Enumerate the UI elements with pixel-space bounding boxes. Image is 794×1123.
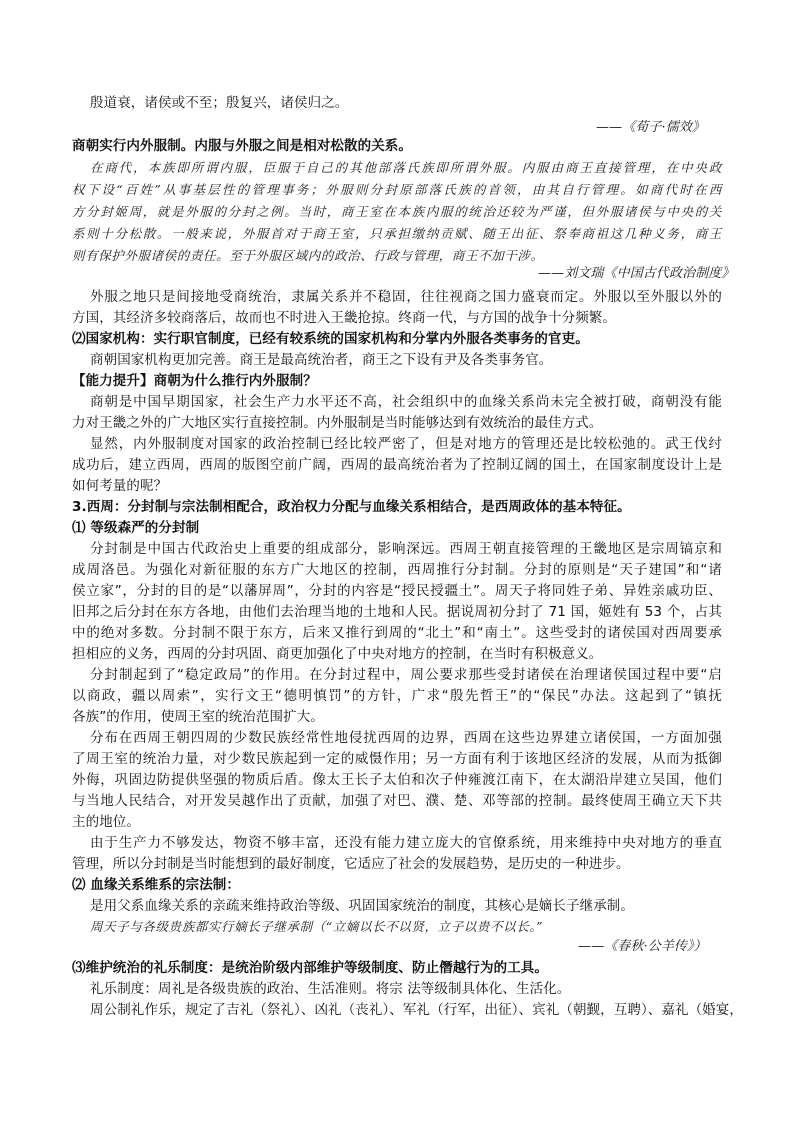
section-heading: 3.西周：分封制与宗法制相配合，政治权力分配与血缘关系相结合，是西周政体的基本特征。 — [72, 499, 631, 515]
excerpt-line: 在商代，本族即所谓内服，臣服于自己的其他部落氏族即所谓外服。内服由商王直接管理，在中央政 — [90, 160, 722, 175]
subsection-heading: ⑶维护统治的礼乐制度：是统治阶级内部维护等级制度、防止僭越行为的工具。 — [72, 960, 548, 976]
excerpt-line: 方分封姬周，就是外服的分封之例。当时，商王室在本族内服的统治还较为严谨，但外服诸侯与中央的关 — [72, 204, 722, 219]
paragraph-line: 成周洛邑。为强化对新征服的东方广大地区的控制，西周推行分封制。分封的原则是“天子建国”和“诸 — [72, 562, 722, 578]
subsection-heading: ⑴ 等级森严的分封制 — [72, 520, 200, 536]
paragraph-line: 外侮，巩固边防提供坚强的物质后盾。像太王长子太伯和次子仲雍渡江南下，在太湖沿岸建立吴国，他们 — [72, 772, 722, 788]
paragraph-line: 显然，内外服制度对国家的政治控制已经比较严密了，但是对地方的管理还是比较松弛的。武王伐纣 — [90, 436, 722, 452]
paragraph-line: 了周王室的统治力量，对少数民族起到一定的威慑作用；另一方面有利于该地区经济的发展，从而为抵御 — [72, 751, 722, 767]
quote-line: 周天子与各级贵族都实行嫡长子继承制（“立嫡以长不以贤，立子以贵不以长。” — [90, 919, 544, 934]
paragraph-line: 分封制起到了“稳定政局”的作用。在分封过程中，周公要求那些受封诸侯在治理诸侯国过程中要“启 — [90, 667, 722, 683]
paragraph-line: 是用父系血缘关系的亲疏来维持政治等级、巩固国家统治的制度，其核心是嫡长子继承制。 — [90, 898, 634, 914]
paragraph-line: 分布在西周王朝四周的少数民族经常性地侵扰西周的边界，西周在这些边界建立诸侯国，一方面加强 — [90, 730, 722, 746]
section-heading: ⑵国家机构：实行职官制度，已经有较系统的国家机构和分掌内外服各类事务的官吏。 — [72, 331, 589, 347]
paragraph-line: 中的绝对多数。分封制不限于东方，后来又推行到周的“北土”和“南土”。这些受封的诸侯国对西周要承 — [72, 625, 722, 641]
paragraph-line: 力对王畿之外的广大地区实行直接控制。内外服制是当时能够达到有效统治的最佳方式。 — [72, 415, 603, 431]
subsection-heading: ⑵ 血缘关系维系的宗法制： — [72, 877, 240, 893]
paragraph-line: 以商政，疆以周索”，实行文王“德明慎罚”的方针，广求“殷先哲王”的“保民”办法。这起到了“镇抚 — [72, 688, 722, 704]
paragraph-line: 商朝实行内外服制。内服与外服之间是相对松散的关系。 — [72, 138, 412, 154]
excerpt-line: 权下设“百姓”从事基层性的管理事务；外服则分封原部落氏族的首领，由其自行管理。如商代时在西 — [72, 182, 722, 197]
ability-heading: 【能力提升】商朝为什么推行内外服制？ — [72, 373, 317, 389]
paragraph-line: 礼乐制度：周礼是各级贵族的政治、生活准则。将宗 法等级制具体化、生活化。 — [90, 981, 571, 997]
excerpt-source: ——刘文瑞《中国古代政治制度》 — [538, 266, 735, 281]
paragraph-line: 侯立家”，分封的目的是“以藩屏周”，分封的内容是“授民授疆土”。周天子将同姓子弟、异姓亲戚功臣、 — [72, 583, 722, 599]
paragraph-line: 方国，其经济多较商落后，故而也不时进入王畿抢掠。终商一代，与方国的战争十分频繁。 — [72, 310, 616, 326]
paragraph-line: 商朝是中国早期国家，社会生产力水平还不高，社会组织中的血缘关系尚未完全被打破，商朝没有能 — [90, 394, 722, 410]
paragraph-line: 旧邦之后分封在东方各地，由他们去治理当地的土地和人民。据说周初分封了 71 国，姬姓有 53 个，占其 — [72, 604, 722, 620]
paragraph-line: 成功后，建立西周，西周的版图空前广阔，西周的最高统治者为了控制辽阔的国土，在国家制度设计上是 — [72, 457, 722, 473]
paragraph-line: 商朝国家机构更加完善。商王是最高统治者，商王之下设有尹及各类事务官。 — [90, 352, 553, 368]
excerpt-line: 则有保护外服诸侯的责任。至于外服区域内的政治、行政与管理，商王不加干涉。 — [72, 248, 544, 263]
quote-source: ——《荀子·儒效》 — [596, 120, 706, 135]
paragraph-line: 各族”的作用，使周王室的统治范围扩大。 — [72, 709, 324, 725]
paragraph-line: 管理，所以分封制是当时能想到的最好制度，它适应了社会的发展趋势，是历史的一种进步。 — [72, 856, 630, 872]
paragraph-line: 周公制礼作乐，规定了吉礼（祭礼）、凶礼（丧礼）、军礼（行军，出征）、宾礼（朝觐，互聘）、嘉礼（婚宴， — [90, 1002, 743, 1018]
paragraph-line: 如何考量的呢？ — [72, 478, 168, 494]
paragraph-line: 与当地人民结合，对开发吴越作出了贡献，加强了对巴、濮、楚、邓等部的控制。最终使周王确立天下共 — [72, 793, 722, 809]
paragraph-line: 分封制是中国古代政治史上重要的组成部分，影响深远。西周王朝直接管理的王畿地区是宗周镐京和 — [90, 541, 722, 557]
paragraph-line: 外服之地只是间接地受商统治，隶属关系并不稳固，往往视商之国力盛衰而定。外服以至外服以外的 — [90, 289, 722, 305]
quote-source: ——《春秋·公羊传》） — [578, 939, 707, 954]
paragraph-line: 主的地位。 — [72, 814, 140, 830]
paragraph-line: 担相应的义务，西周的分封巩固、商更加强化了中央对地方的控制，在当时有积极意义。 — [72, 646, 603, 662]
paragraph-line: 由于生产力不够发达，物资不够丰富，还没有能力建立庞大的官僚系统，用来维持中央对地方的垂直 — [90, 835, 722, 851]
quote-line: 殷道衰，诸侯或不至；殷复兴，诸侯归之。 — [90, 95, 349, 111]
excerpt-line: 系则十分松散。一般来说，外服首对于商王室，只承担缴纳贡赋、随王出征、祭奉商祖这几种义务，商王 — [72, 226, 722, 241]
